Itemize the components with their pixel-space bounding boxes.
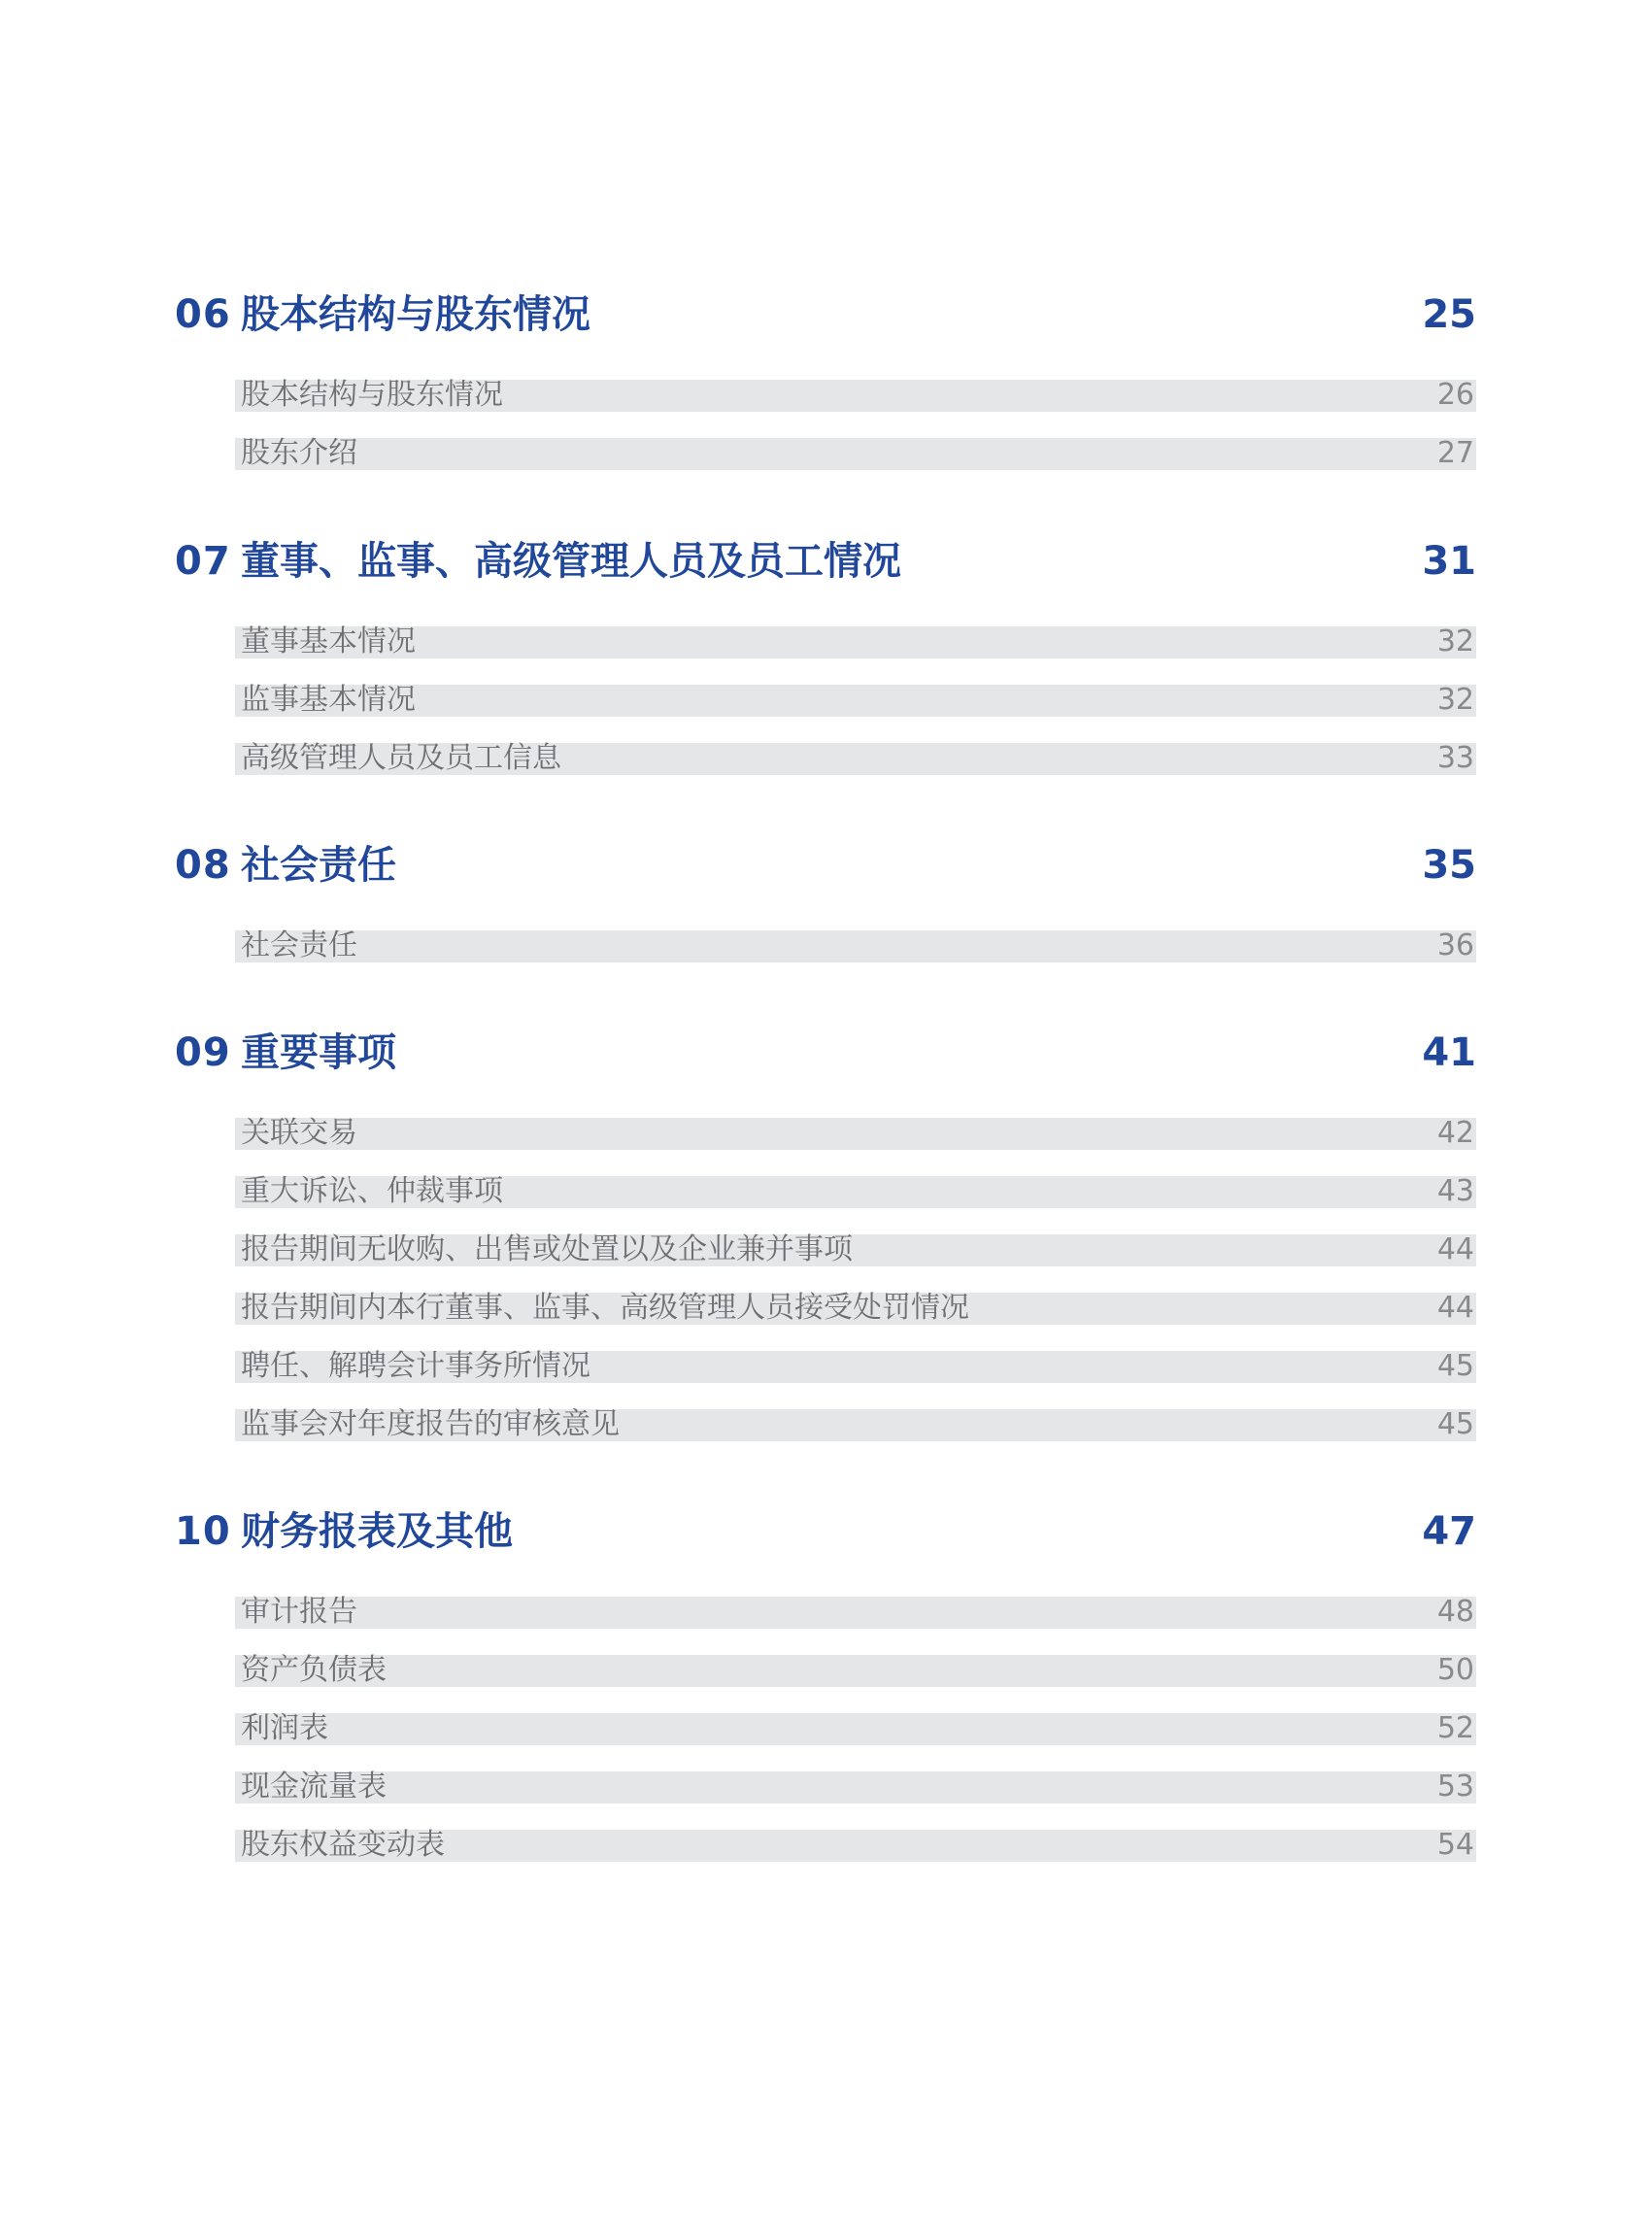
section-number: 06 — [175, 292, 231, 337]
toc-entry[interactable] — [235, 1759, 1476, 1817]
toc-entry[interactable] — [235, 1817, 1476, 1875]
entry-label: 社会责任 — [241, 928, 357, 962]
entry-page-number: 43 — [1436, 1174, 1474, 1208]
section-title: 董事、监事、高级管理人员及员工情况 — [241, 539, 901, 584]
section-page-number: 41 — [1422, 1030, 1476, 1075]
toc-entry[interactable] — [235, 1222, 1476, 1280]
entry-label: 审计报告 — [241, 1595, 357, 1629]
entry-page-number: 32 — [1436, 683, 1474, 717]
entry-highlight-bar — [235, 1771, 1476, 1804]
toc-entry[interactable] — [235, 1163, 1476, 1222]
entry-highlight-bar — [235, 1655, 1476, 1687]
entry-page-number: 52 — [1436, 1711, 1474, 1745]
toc-entry[interactable] — [235, 1338, 1476, 1397]
entry-page-number: 50 — [1436, 1653, 1474, 1687]
entry-label: 重大诉讼、仲裁事项 — [241, 1174, 503, 1208]
entry-page-number: 53 — [1436, 1770, 1474, 1804]
entry-page-number: 26 — [1436, 378, 1474, 412]
section-heading[interactable] — [175, 289, 1476, 340]
entry-highlight-bar — [235, 1597, 1476, 1629]
entry-page-number: 32 — [1436, 624, 1474, 658]
toc-entry[interactable] — [235, 367, 1476, 425]
entry-label: 监事会对年度报告的审核意见 — [241, 1407, 620, 1441]
toc-entry[interactable] — [235, 1397, 1476, 1455]
entry-label: 现金流量表 — [241, 1770, 387, 1804]
section-heading[interactable] — [175, 536, 1476, 587]
toc-entry[interactable] — [235, 672, 1476, 730]
section-entries — [235, 918, 1476, 976]
entry-page-number: 44 — [1436, 1232, 1474, 1266]
toc-entry[interactable] — [235, 1105, 1476, 1163]
section-title: 重要事项 — [241, 1030, 396, 1075]
entry-highlight-bar — [235, 1118, 1476, 1150]
section-heading[interactable] — [175, 1506, 1476, 1557]
toc-section-09 — [175, 1028, 1476, 1441]
section-heading[interactable] — [175, 1028, 1476, 1078]
entry-page-number: 45 — [1436, 1407, 1474, 1441]
toc-entry[interactable] — [235, 1280, 1476, 1338]
entry-label: 股本结构与股东情况 — [241, 378, 503, 412]
entry-page-number: 54 — [1436, 1828, 1474, 1862]
section-title: 社会责任 — [241, 843, 396, 888]
section-entries — [235, 1105, 1476, 1455]
entry-highlight-bar — [235, 1713, 1476, 1745]
toc-entry[interactable] — [235, 1701, 1476, 1759]
section-number: 08 — [175, 843, 231, 888]
entry-highlight-bar — [235, 438, 1476, 470]
entry-label: 关联交易 — [241, 1116, 357, 1150]
entry-highlight-bar — [235, 626, 1476, 658]
section-page-number: 35 — [1422, 843, 1476, 888]
toc-entry[interactable] — [235, 1584, 1476, 1642]
entry-page-number: 33 — [1436, 741, 1474, 775]
entry-highlight-bar — [235, 930, 1476, 962]
entry-label: 报告期间无收购、出售或处置以及企业兼并事项 — [241, 1232, 853, 1266]
entry-label: 高级管理人员及员工信息 — [241, 741, 561, 775]
section-number: 10 — [175, 1509, 231, 1554]
section-heading[interactable] — [175, 840, 1476, 891]
entry-label: 股东权益变动表 — [241, 1828, 445, 1862]
entry-label: 报告期间内本行董事、监事、高级管理人员接受处罚情况 — [241, 1291, 969, 1325]
toc-entry[interactable] — [235, 918, 1476, 976]
toc-section-10 — [175, 1506, 1476, 1862]
toc-section-08 — [175, 840, 1476, 962]
entry-page-number: 44 — [1436, 1291, 1474, 1325]
toc-entry[interactable] — [235, 1642, 1476, 1701]
entry-label: 资产负债表 — [241, 1653, 387, 1687]
toc-entry[interactable] — [235, 425, 1476, 484]
section-title: 财务报表及其他 — [241, 1509, 513, 1554]
section-entries — [235, 614, 1476, 789]
entry-label: 监事基本情况 — [241, 683, 416, 717]
entry-label: 利润表 — [241, 1711, 328, 1745]
section-number: 09 — [175, 1030, 231, 1075]
entry-page-number: 48 — [1436, 1595, 1474, 1629]
entry-label: 董事基本情况 — [241, 624, 416, 658]
toc-section-06 — [175, 289, 1476, 470]
section-page-number: 47 — [1422, 1509, 1476, 1554]
section-entries — [235, 1584, 1476, 1875]
entry-page-number: 27 — [1436, 436, 1474, 470]
toc-entry[interactable] — [235, 730, 1476, 789]
section-title: 股本结构与股东情况 — [241, 292, 590, 337]
entry-highlight-bar — [235, 685, 1476, 717]
section-entries — [235, 367, 1476, 484]
toc-entry[interactable] — [235, 614, 1476, 672]
entry-page-number: 45 — [1436, 1349, 1474, 1383]
entry-label: 股东介绍 — [241, 436, 357, 470]
entry-page-number: 42 — [1436, 1116, 1474, 1150]
toc-section-07 — [175, 536, 1476, 775]
section-page-number: 25 — [1422, 292, 1476, 337]
entry-label: 聘任、解聘会计事务所情况 — [241, 1349, 590, 1383]
section-number: 07 — [175, 539, 231, 584]
entry-page-number: 36 — [1436, 928, 1474, 962]
section-page-number: 31 — [1422, 539, 1476, 584]
